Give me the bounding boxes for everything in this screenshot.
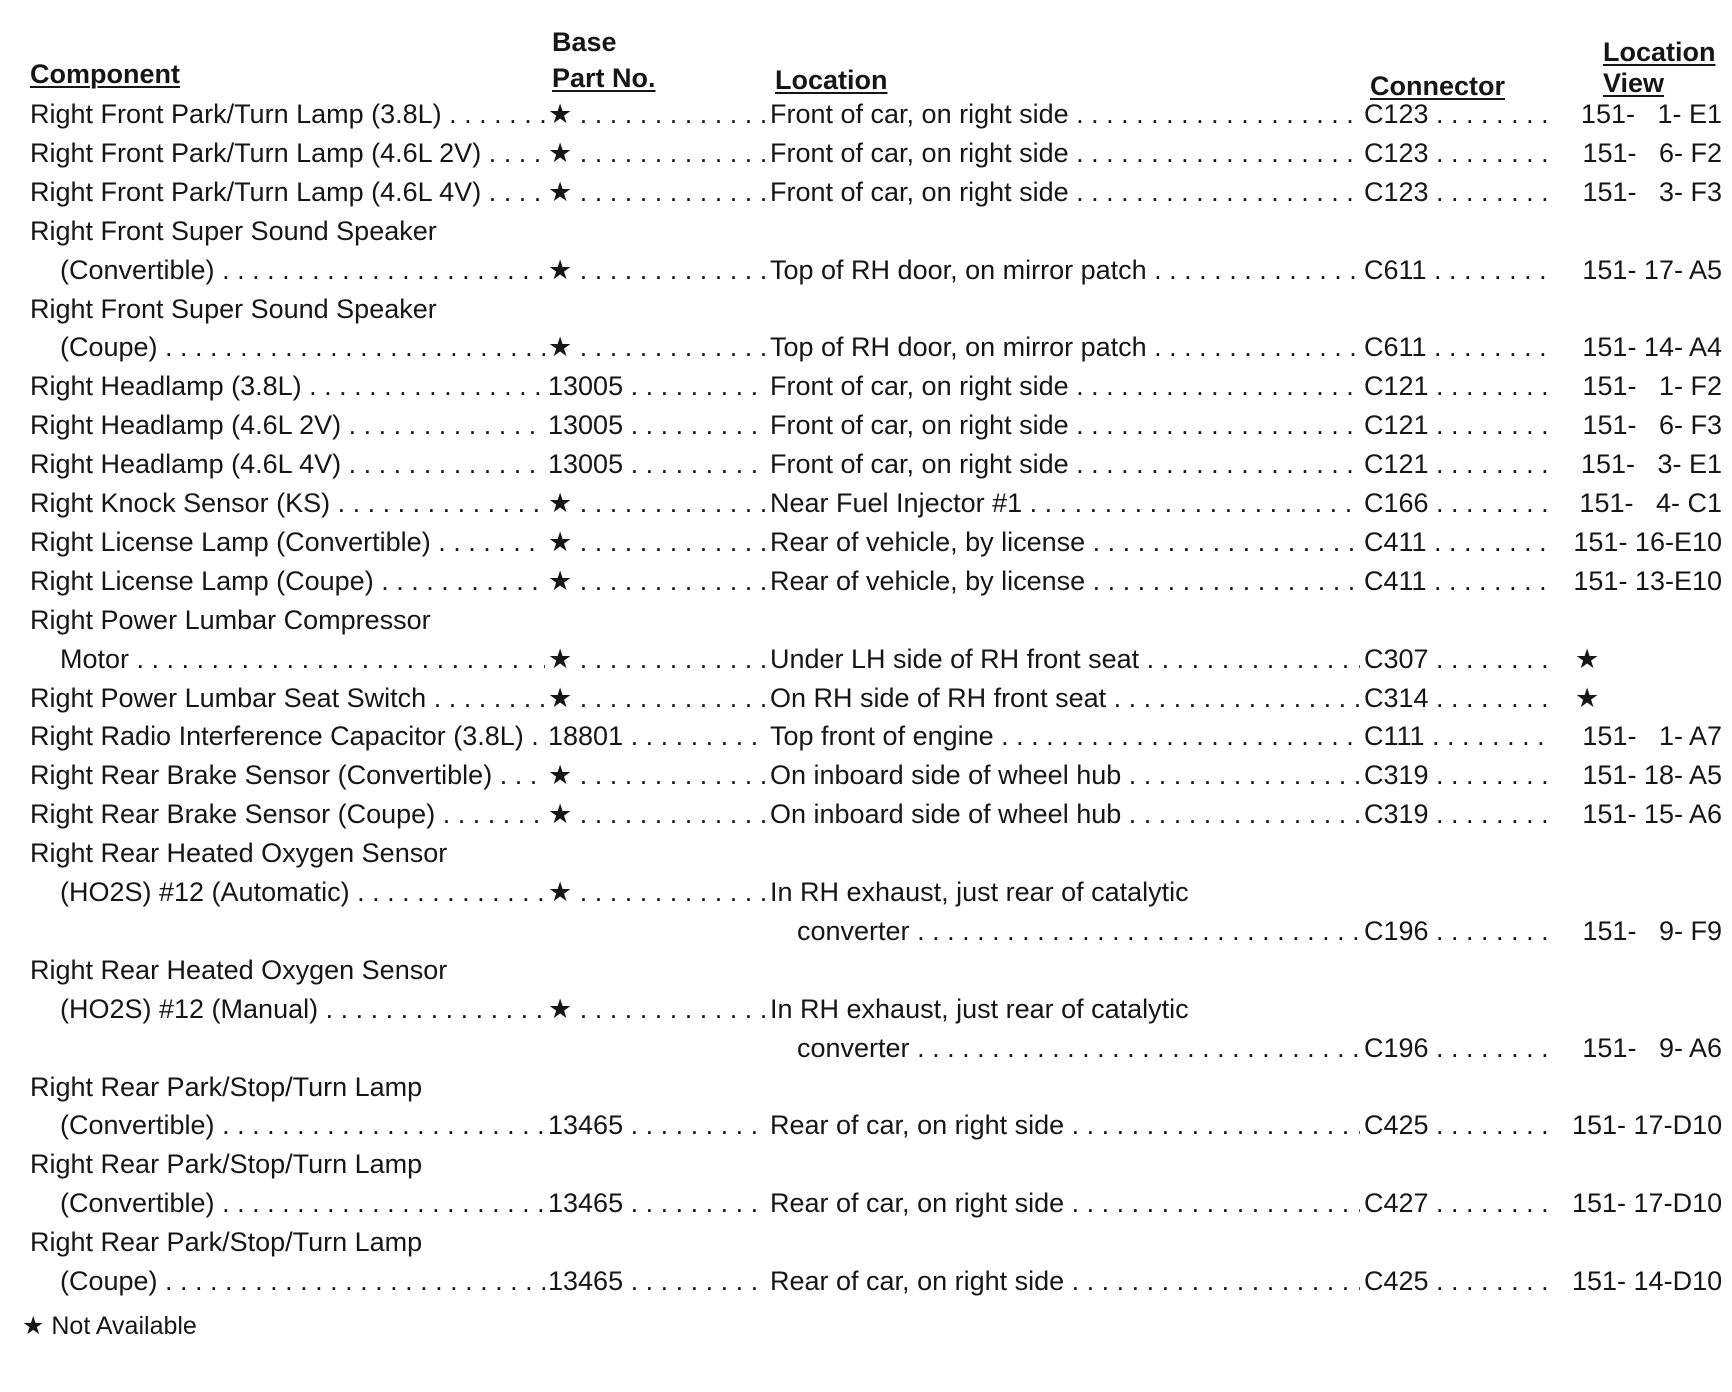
footnote-not-available: ★ Not Available <box>22 1312 197 1340</box>
location-cell: Front of car, on right side . . . <box>770 367 1360 405</box>
connector-cell: C427 . . . <box>1364 1184 1554 1222</box>
table-row <box>0 367 1732 405</box>
component-cell: (Convertible) . . . <box>60 251 545 289</box>
location-cell: Top front of engine . . . <box>770 717 1360 755</box>
component-cell: Right Rear Park/Stop/Turn Lamp <box>30 1227 423 1258</box>
part-no-cell: ★ . . . <box>548 328 768 366</box>
location-cell: In RH exhaust, just rear of catalytic <box>770 993 1189 1024</box>
table-row <box>0 1145 1732 1183</box>
component-cell: (Convertible) . . . <box>60 1106 545 1144</box>
location-cell: On inboard side of wheel hub . . . <box>770 795 1360 833</box>
location-view-cell: 151- 6- F3 <box>1582 410 1722 441</box>
component-cell: (Convertible) . . . <box>60 1184 545 1222</box>
location-cell: Near Fuel Injector #1 . . . <box>770 484 1360 522</box>
component-cell: Right License Lamp (Coupe) . . . <box>30 562 545 600</box>
table-row <box>0 1262 1732 1300</box>
location-cell: In RH exhaust, just rear of catalytic <box>770 877 1189 907</box>
location-cell: Front of car, on right side . . . <box>770 134 1360 172</box>
component-cell: Right Front Park/Turn Lamp (4.6L 2V) . . . <box>30 134 545 172</box>
connector-cell: C123 . . . <box>1364 95 1554 133</box>
table-row <box>0 562 1732 600</box>
component-cell: (HO2S) #12 (Automatic) . . . <box>60 873 545 911</box>
location-view-cell: 151- 1- F2 <box>1582 371 1722 402</box>
location-view-cell: 151- 1- A7 <box>1582 721 1722 752</box>
connector-cell: C319 . . . <box>1364 756 1554 794</box>
location-cell: Rear of car, on right side . . . <box>770 1106 1360 1144</box>
connector-cell: C611 . . . <box>1364 251 1554 289</box>
component-cell: Right Rear Park/Stop/Turn Lamp <box>30 1071 423 1102</box>
part-no-cell: 13465 . . . <box>548 1106 768 1144</box>
location-cell: Front of car, on right side . . . <box>770 445 1360 483</box>
connector-cell: C123 . . . <box>1364 134 1554 172</box>
component-cell: Right Power Lumbar Seat Switch . . . <box>30 679 545 717</box>
part-no-cell: 13005 . . . <box>548 445 768 483</box>
location-view-cell: ★ <box>1575 682 1600 713</box>
part-no-cell: ★ . . . <box>548 95 768 133</box>
location-view-cell: 151- 17-D10 <box>1572 1110 1722 1141</box>
location-cell: converter . . . <box>797 912 1360 950</box>
table-row <box>0 484 1732 522</box>
location-view-cell: 151- 9- F9 <box>1582 915 1722 946</box>
component-cell: Right Rear Park/Stop/Turn Lamp <box>30 1149 423 1180</box>
component-cell: Right Power Lumbar Compressor <box>30 604 431 635</box>
location-view-cell: 151- 15- A6 <box>1582 799 1722 830</box>
table-row <box>0 601 1732 639</box>
component-cell: Right Radio Interference Capacitor (3.8L) . . . <box>30 717 545 755</box>
connector-cell: C121 . . . <box>1364 445 1554 483</box>
component-cell: Right Front Super Sound Speaker <box>30 215 437 246</box>
connector-cell: C166 . . . <box>1364 484 1554 522</box>
component-cell: Right License Lamp (Convertible) . . . <box>30 523 545 561</box>
location-view-cell: 151- 6- F2 <box>1582 137 1722 168</box>
table-row <box>0 990 1732 1028</box>
table-row <box>0 717 1732 755</box>
table-row <box>0 873 1732 911</box>
header-location: Location <box>775 65 888 95</box>
component-cell: Right Headlamp (3.8L) . . . <box>30 367 545 405</box>
connector-cell: C425 . . . <box>1364 1262 1554 1300</box>
component-cell: (HO2S) #12 (Manual) . . . <box>60 990 545 1028</box>
location-view-cell: 151- 3- F3 <box>1582 176 1722 207</box>
location-view-cell: 151- 13-E10 <box>1573 565 1722 596</box>
location-cell: Under LH side of RH front seat . . . <box>770 640 1360 678</box>
part-no-cell: 13005 . . . <box>548 406 768 444</box>
component-cell: Right Front Super Sound Speaker <box>30 293 437 324</box>
part-no-cell: ★ . . . <box>548 484 768 522</box>
table-row <box>0 756 1732 794</box>
connector-cell: C121 . . . <box>1364 367 1554 405</box>
connector-cell: C196 . . . <box>1364 912 1554 950</box>
component-cell: Right Knock Sensor (KS) . . . <box>30 484 545 522</box>
connector-cell: C307 . . . <box>1364 640 1554 678</box>
table-row <box>0 1106 1732 1144</box>
header-location-view-line1: Location <box>1603 37 1716 67</box>
location-cell: Front of car, on right side . . . <box>770 173 1360 211</box>
part-no-cell: ★ . . . <box>548 523 768 561</box>
location-view-cell: 151- 17- A5 <box>1582 254 1722 285</box>
component-cell: Right Front Park/Turn Lamp (4.6L 4V) . . . <box>30 173 545 211</box>
part-no-cell: ★ . . . <box>548 990 768 1028</box>
location-view-cell: 151- 9- A6 <box>1582 1032 1722 1063</box>
connector-cell: C111 . . . <box>1364 717 1554 755</box>
table-row <box>0 523 1732 561</box>
part-no-cell: ★ . . . <box>548 134 768 172</box>
header-component: Component <box>30 59 180 89</box>
table-row <box>0 251 1732 289</box>
table-row <box>0 95 1732 133</box>
location-cell: Rear of vehicle, by license . . . <box>770 523 1360 561</box>
part-no-cell: ★ . . . <box>548 679 768 717</box>
location-view-cell: 151- 17-D10 <box>1572 1188 1722 1219</box>
component-cell: Right Headlamp (4.6L 2V) . . . <box>30 406 545 444</box>
table-row <box>0 134 1732 172</box>
part-no-cell: 13005 . . . <box>548 367 768 405</box>
table-row <box>0 328 1732 366</box>
header-location-view-line2: View <box>1603 68 1665 98</box>
table-row <box>0 212 1732 250</box>
location-cell: On inboard side of wheel hub . . . <box>770 756 1360 794</box>
table-row <box>0 173 1732 211</box>
part-no-cell: ★ . . . <box>548 873 768 911</box>
location-view-cell: 151- 14-D10 <box>1572 1266 1722 1296</box>
table-row <box>0 445 1732 483</box>
location-cell: Front of car, on right side . . . <box>770 406 1360 444</box>
table-row <box>0 834 1732 872</box>
part-no-cell: ★ . . . <box>548 640 768 678</box>
location-view-cell: ★ <box>1575 643 1600 674</box>
header-base: Base <box>552 27 617 57</box>
table-row <box>0 290 1732 328</box>
connector-cell: C196 . . . <box>1364 1029 1554 1067</box>
table-row <box>0 679 1732 717</box>
component-cell: Right Rear Heated Oxygen Sensor <box>30 838 448 869</box>
connector-cell: C611 . . . <box>1364 328 1554 366</box>
table-row <box>0 1184 1732 1222</box>
table-row <box>0 1068 1732 1106</box>
location-cell: Rear of vehicle, by license . . . <box>770 562 1360 600</box>
header-connector: Connector <box>1370 71 1505 101</box>
connector-cell: C411 . . . <box>1364 562 1554 600</box>
location-cell: converter . . . <box>797 1029 1360 1067</box>
header-part-no: Part No. <box>552 63 656 93</box>
location-cell: Rear of car, on right side . . . <box>770 1262 1360 1300</box>
connector-cell: C425 . . . <box>1364 1106 1554 1144</box>
component-cell: Right Rear Heated Oxygen Sensor <box>30 954 448 985</box>
table-row <box>0 1223 1732 1261</box>
component-cell: Right Rear Brake Sensor (Coupe) . . . <box>30 795 545 833</box>
location-cell: On RH side of RH front seat . . . <box>770 679 1360 717</box>
component-cell: (Coupe) . . . <box>60 1262 545 1300</box>
component-cell: Right Front Park/Turn Lamp (3.8L) . . . <box>30 95 545 133</box>
component-cell: Right Headlamp (4.6L 4V) . . . <box>30 445 545 483</box>
connector-cell: C121 . . . <box>1364 406 1554 444</box>
part-no-cell: ★ . . . <box>548 173 768 211</box>
location-cell: Rear of car, on right side . . . <box>770 1184 1360 1222</box>
table-row <box>0 951 1732 989</box>
part-no-cell: 13465 . . . <box>548 1184 768 1222</box>
connector-cell: C411 . . . <box>1364 523 1554 561</box>
component-cell: Motor . . . <box>60 640 545 678</box>
table-row <box>0 1029 1732 1067</box>
part-no-cell: 13465 . . . <box>548 1262 768 1300</box>
component-cell: Right Rear Brake Sensor (Convertible) . . . <box>30 756 545 794</box>
location-view-cell: 151- 16-E10 <box>1573 526 1722 557</box>
location-view-cell: 151- 3- E1 <box>1580 449 1722 480</box>
table-row <box>0 640 1732 678</box>
part-no-cell: 18801 . . . <box>548 717 768 755</box>
location-cell: Front of car, on right side . . . <box>770 95 1360 133</box>
part-no-cell: ★ . . . <box>548 562 768 600</box>
connector-cell: C314 . . . <box>1364 679 1554 717</box>
location-view-cell: 151- 14- A4 <box>1582 332 1722 363</box>
location-view-cell: 151- 1- E1 <box>1580 99 1722 129</box>
location-cell: Top of RH door, on mirror patch . . . <box>770 328 1360 366</box>
table-row <box>0 912 1732 950</box>
connector-cell: C123 . . . <box>1364 173 1554 211</box>
connector-cell: C319 . . . <box>1364 795 1554 833</box>
part-no-cell: ★ . . . <box>548 251 768 289</box>
location-view-cell: 151- 4- C1 <box>1579 488 1722 518</box>
table-row <box>0 795 1732 833</box>
part-no-cell: ★ . . . <box>548 756 768 794</box>
component-cell: (Coupe) . . . <box>60 328 545 366</box>
table-row <box>0 406 1732 444</box>
location-view-cell: 151- 18- A5 <box>1582 760 1722 791</box>
location-cell: Top of RH door, on mirror patch . . . <box>770 251 1360 289</box>
part-no-cell: ★ . . . <box>548 795 768 833</box>
